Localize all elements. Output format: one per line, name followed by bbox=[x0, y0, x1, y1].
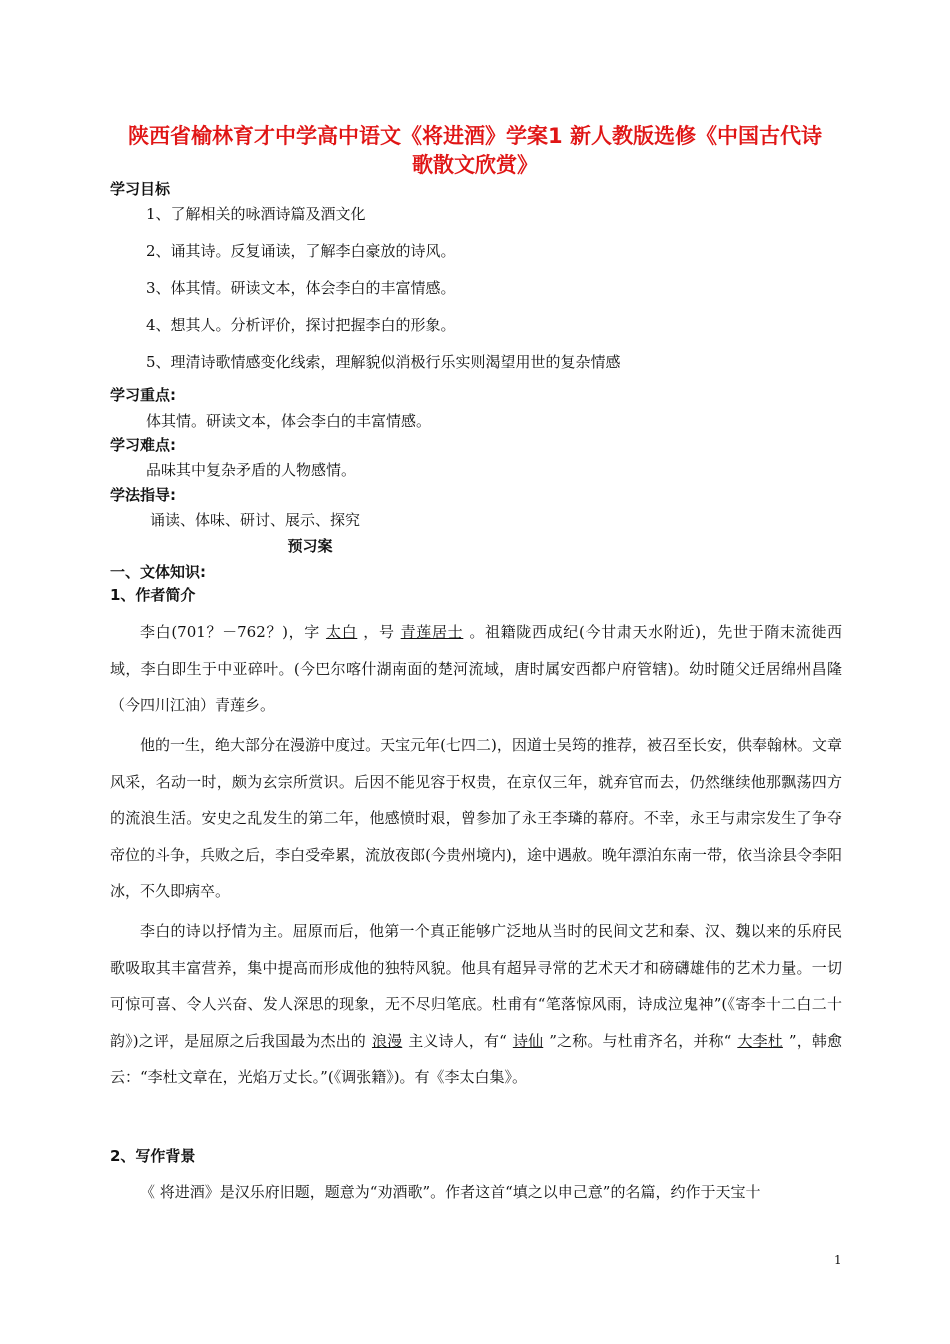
title-line-2: 歌散文欣赏》 bbox=[412, 153, 538, 177]
section1-heading: 一、文体知识: bbox=[110, 563, 206, 581]
difficulties-text: 品味其中复杂矛盾的人物感情。 bbox=[146, 461, 357, 479]
p3-text-b: 主义诗人，有“ bbox=[408, 1031, 507, 1050]
key-points-heading: 学习重点: bbox=[110, 386, 176, 404]
p3-text-a: 李白的诗以抒情为主。屈原而后，他第一个真正能够广泛地从当时的民间文艺和秦、汉、魏以来的乐府民歌吸取其丰富营养，集中提高而形成他的独特风貌。他具有超异寻常的艺术天才和磅礴雄伟的艺术力量。一切可惊可喜、令人兴奋、发人深思的现象，无不尽归笔底。杜甫有“笔落惊风雨，诗成泣鬼神”(《寄李十二白二十韵》)之评，是屈原之后我国最为杰出的 bbox=[110, 922, 842, 1050]
blank-courtesy-name: 太白 bbox=[325, 623, 358, 641]
background-heading: 2、写作背景 bbox=[110, 1147, 196, 1165]
key-points-text: 体其情。研读文本，体会李白的丰富情感。 bbox=[146, 412, 432, 430]
p1-text-b: ，号 bbox=[363, 623, 395, 641]
p3-text-d: ”，韩愈云：“李杜文章在，光焰万丈长。”(《调张籍》)。有《李太白集》。 bbox=[110, 1031, 842, 1086]
objective-item: 1、了解相关的咏酒诗篇及酒文化 bbox=[146, 205, 366, 223]
document-title bbox=[100, 122, 850, 180]
preview-heading: 预习案 bbox=[287, 537, 333, 555]
blank-pair-name: 大李杜 bbox=[737, 1031, 783, 1050]
page-number: 1 bbox=[834, 1253, 842, 1267]
background-paragraph: 《 将进酒》是汉乐府旧题，题意为“劝酒歌”。作者这首“填之以申己意”的名篇，约作于天宝十 bbox=[140, 1183, 761, 1201]
author-paragraph-1 bbox=[110, 614, 842, 724]
p1-text-c: 。祖籍陇西成纪(今甘肃天水附近)，先世于隋末流徙西域，李白即生于中亚碎叶。(今巴尔喀什湖南面的楚河流域，唐时属安西都户府管辖)。幼时随父迁居绵州昌隆（今四川江油）青莲乡。 bbox=[110, 623, 842, 714]
objective-item: 5、理清诗歌情感变化线索，理解貌似消极行乐实则渴望用世的复杂情感 bbox=[146, 353, 621, 371]
difficulties-heading: 学习难点: bbox=[110, 436, 176, 454]
author-intro-heading: 1、作者简介 bbox=[110, 586, 196, 604]
blank-literary-style: 浪漫 bbox=[371, 1031, 403, 1050]
objective-item: 3、体其情。研读文本，体会李白的丰富情感。 bbox=[146, 279, 456, 297]
method-heading: 学法指导: bbox=[110, 486, 176, 504]
method-text: 诵读、体味、研讨、展示、探究 bbox=[150, 511, 361, 529]
title-line-1: 陕西省榆林育才中学高中语文《将进酒》学案1 新人教版选修《中国古代诗 bbox=[128, 124, 822, 148]
blank-nickname: 诗仙 bbox=[512, 1031, 544, 1050]
p1-text-a: 李白(701？－762？)，字 bbox=[140, 623, 320, 641]
p3-text-c: ”之称。与杜甫齐名，并称“ bbox=[549, 1031, 732, 1050]
author-paragraph-2: 他的一生，绝大部分在漫游中度过。天宝元年(七四二)，因道士吴筠的推荐，被召至长安，供奉翰林。文章风采，名动一时，颇为玄宗所赏识。后因不能见容于权贵，在京仅三年，就弃官而去，仍然继续他那飘荡四方的流浪生活。安史之乱发生的第二年，他感愤时艰，曾参加了永王李璘的幕府。不幸，永王与肃宗发生了争夺帝位的斗争，兵败之后，李白受牵累，流放夜郎(今贵州境内)，途中遇赦。晚年漂泊东南一带，依当涂县令李阳冰，不久即病卒。 bbox=[110, 736, 842, 900]
blank-art-name: 青莲居士 bbox=[400, 623, 464, 641]
author-paragraph-3 bbox=[110, 913, 842, 1096]
objective-item: 2、诵其诗。反复诵读，了解李白豪放的诗风。 bbox=[146, 242, 456, 260]
objective-item: 4、想其人。分析评价，探讨把握李白的形象。 bbox=[146, 316, 456, 334]
objectives-heading: 学习目标 bbox=[110, 180, 171, 198]
